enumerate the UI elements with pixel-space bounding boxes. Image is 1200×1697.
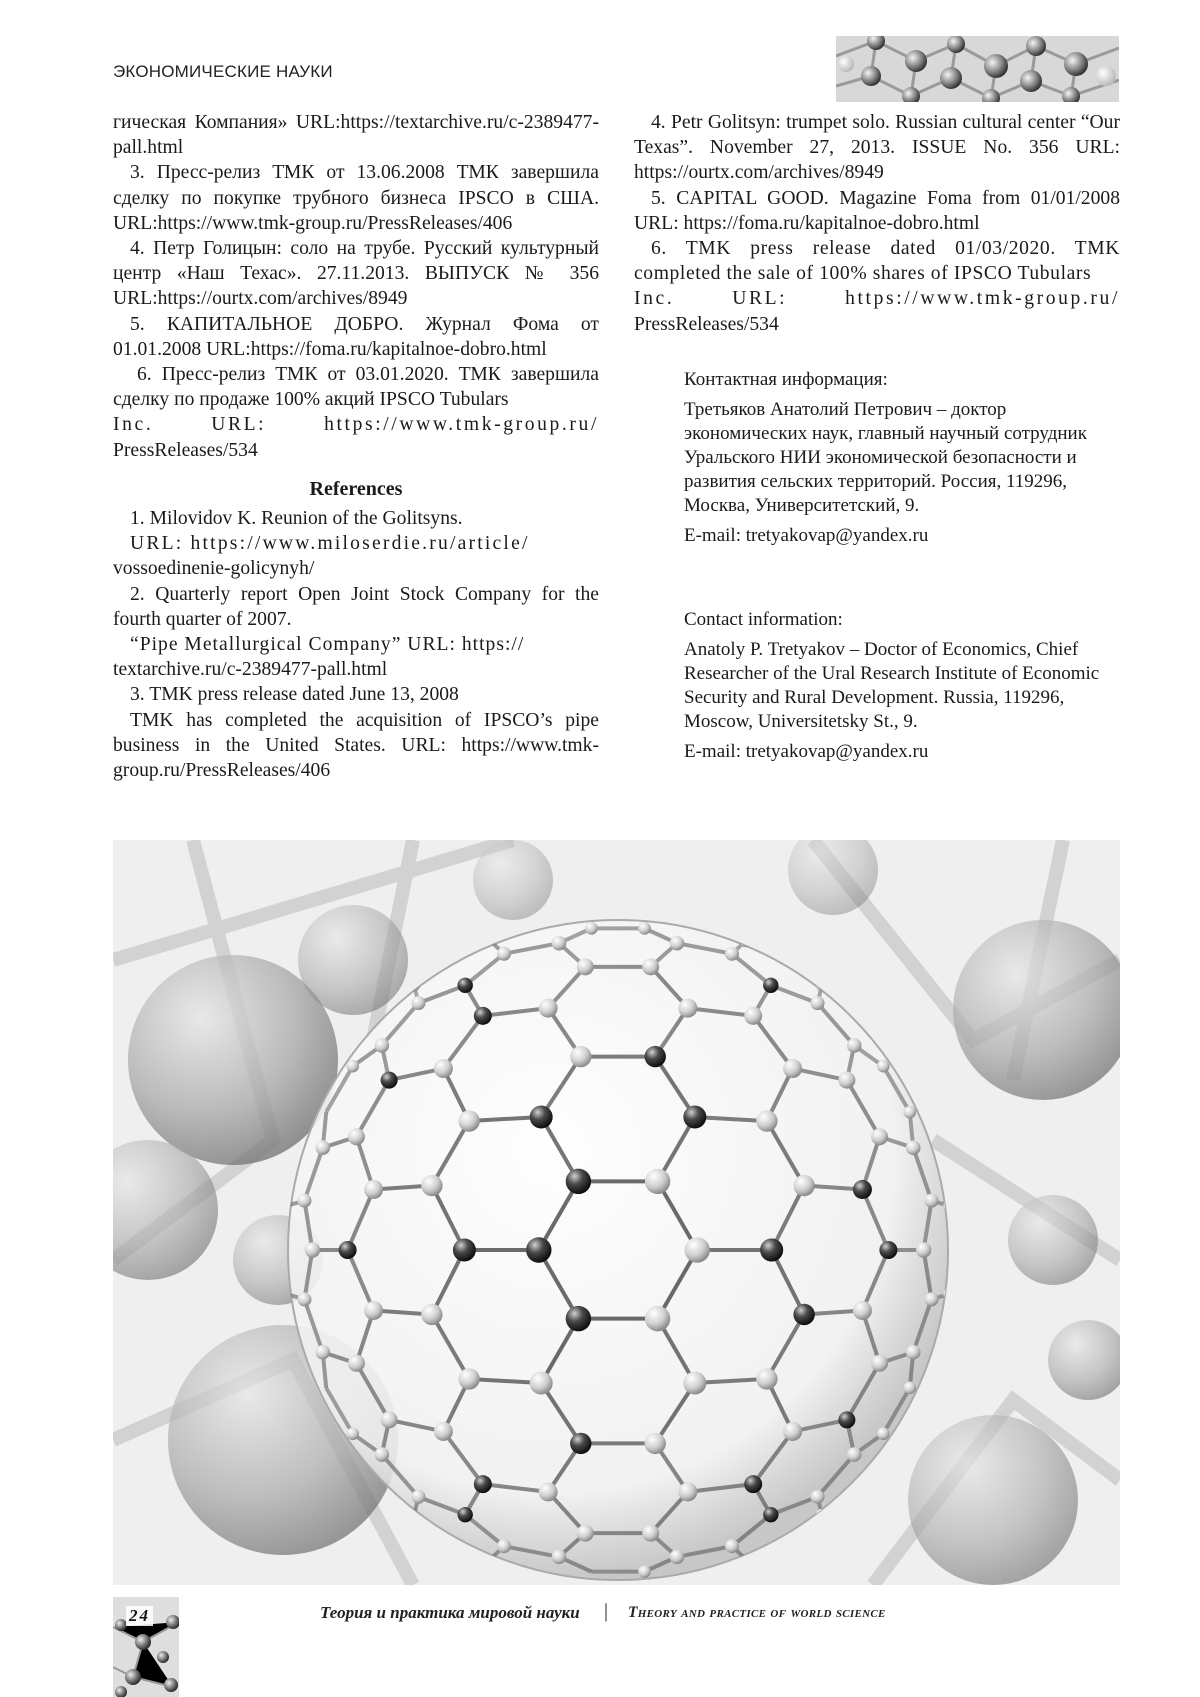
fullerene-atom [916, 1242, 931, 1257]
fullerene-atom [725, 1539, 739, 1553]
fullerene-atom [526, 1237, 551, 1262]
fullerene-atom [903, 1382, 916, 1395]
reference-item-ru-3: 3. Пресс-релиз ТМК от 13.06.2008 ТМК завершила сделку по покупке трубного бизнеса IPSCO в США. URL:https://www.tmk-group.ru/PressReleases/406 [113, 160, 599, 236]
fullerene-atom [421, 1175, 442, 1196]
fullerene-atom [566, 1306, 591, 1331]
fullerene-atom [577, 958, 594, 975]
fullerene-atom [638, 1565, 651, 1578]
fullerene-atom [670, 936, 685, 951]
fullerene-atom [847, 1447, 862, 1462]
contact-info-en [684, 608, 1120, 764]
fullerene-atom [838, 1411, 855, 1428]
left-column [113, 110, 599, 783]
fullerene-atom [453, 1239, 476, 1262]
fullerene-atom [642, 958, 659, 975]
fullerene-atom [539, 1482, 558, 1501]
molecule-banner-image [836, 36, 1119, 102]
fullerene-atom [683, 1105, 706, 1128]
footer-separator: | [604, 1600, 608, 1623]
fullerene-atom [375, 1447, 390, 1462]
fullerene-atom [838, 1072, 855, 1089]
fullerene-atom [756, 1368, 777, 1389]
fullerene-atom [411, 996, 425, 1010]
reference-en-2-company: “Pipe Metallurgical Company” URL: https:// [113, 632, 599, 657]
fullerene-atom [348, 1355, 365, 1372]
reference-en-3: 3. TMK press release dated June 13, 2008 [113, 682, 599, 707]
reference-en-3-body: TMK has completed the acquisition of IPSCO’s pipe business in the United States. URL: https://www.tmk-group.ru/PressReleases/406 [113, 708, 599, 784]
fullerene-atom [348, 1128, 365, 1145]
fullerene-atom [297, 1194, 311, 1208]
contact-email-en: E-mail: tretyakovap@yandex.ru [684, 740, 1120, 764]
fullerene-atom [375, 1038, 390, 1053]
fullerene-atom [853, 1301, 872, 1320]
fullerene-atom [847, 1038, 862, 1053]
fullerene-atom [645, 1433, 666, 1454]
fullerene-atom [381, 1072, 398, 1089]
page-number: 24 [126, 1606, 153, 1626]
fullerene-atom [530, 1372, 553, 1395]
fullerene-atom [305, 1242, 320, 1257]
reference-en-1-path: vossoedinenie-golicynyh/ [113, 556, 599, 581]
fullerene-atom [756, 1110, 777, 1131]
fullerene-atom [793, 1175, 814, 1196]
fullerene-atom [585, 922, 598, 935]
fullerene-atom [879, 1241, 897, 1259]
fullerene-atom [645, 1169, 670, 1194]
reference-en-5: 5. CAPITAL GOOD. Magazine Foma from 01/01/2008 URL: https://foma.ru/kapitalnoe-dobro.html [634, 186, 1120, 236]
fullerene-atom [685, 1237, 710, 1262]
fullerene-atom [744, 1475, 762, 1493]
fullerene-atom [315, 1140, 330, 1155]
fullerene-atom [364, 1301, 383, 1320]
fullerene-atom [346, 1060, 359, 1073]
fullerene-atom [763, 1507, 778, 1522]
fullerene-atom [877, 1427, 890, 1440]
fullerene-atom [458, 1110, 479, 1131]
right-column [634, 110, 1120, 337]
fullerene-atom [457, 978, 472, 993]
reference-en-6: 6. TMK press release dated 01/03/2020. TMK completed the sale of 100% shares of IPSCO Tubulars [634, 236, 1120, 286]
reference-en-1-url: URL: https://www.miloserdie.ru/article/ [113, 531, 599, 556]
contact-email-ru: E-mail: tretyakovap@yandex.ru [684, 524, 1120, 548]
fullerene-atom [570, 1046, 591, 1067]
fullerene-atom [871, 1355, 888, 1372]
fullerene-atom [315, 1345, 330, 1360]
fullerene-atom [552, 1550, 567, 1565]
fullerene-atom [458, 1368, 479, 1389]
fullerene-atom [539, 999, 558, 1018]
reference-en-1: 1. Milovidov K. Reunion of the Golitsyns. [113, 506, 599, 531]
fullerene-atom [474, 1007, 492, 1025]
fullerene-atom [670, 1550, 685, 1565]
fullerene-atom [474, 1475, 492, 1493]
fullerene-atom [297, 1292, 311, 1306]
fullerene-atom [793, 1304, 814, 1325]
fullerene-atom [725, 947, 739, 961]
fullerene-atom [906, 1140, 921, 1155]
fullerene-atom [925, 1194, 939, 1208]
reference-en-2: 2. Quarterly report Open Joint Stock Company for the fourth quarter of 2007. [113, 582, 599, 632]
fullerene-atom [853, 1180, 872, 1199]
fullerene-atom [434, 1422, 453, 1441]
fullerene-atom [434, 1059, 453, 1078]
fullerene-atom [683, 1372, 706, 1395]
fullerene-atom [421, 1304, 442, 1325]
fullerene-atom [552, 936, 567, 951]
reference-en-4: 4. Petr Golitsyn: trumpet solo. Russian cultural center “Our Texas”. November 27, 2013. ISSUE No. 356 URL: https://ourtx.com/archives/8949 [634, 110, 1120, 186]
reference-item-ru-5: 5. КАПИТАЛЬНОЕ ДОБРО. Журнал Фома от 01.01.2008 URL:https://foma.ru/kapitalnoe-dobro.html [113, 312, 599, 362]
fullerene-atom [645, 1306, 670, 1331]
fullerene-atom [642, 1525, 659, 1542]
contact-info-ru [684, 368, 1120, 548]
contact-heading-ru: Контактная информация: [684, 368, 1120, 392]
fullerene-atom [760, 1239, 783, 1262]
fullerene-atom [530, 1105, 553, 1128]
fullerene-atom [811, 996, 825, 1010]
section-header: ЭКОНОМИЧЕСКИЕ НАУКИ [113, 62, 333, 82]
references-heading: References [113, 477, 599, 502]
fullerene-atom [638, 922, 651, 935]
fullerene-atom [497, 1539, 511, 1553]
contact-heading-en: Contact information: [684, 608, 1120, 632]
fullerene-atom [744, 1007, 762, 1025]
reference-item-ru-6-path: PressReleases/534 [113, 438, 599, 463]
reference-continuation: гическая Компания» URL:https://textarchive.ru/c-2389477-pall.html [113, 110, 599, 160]
fullerene-atom [577, 1525, 594, 1542]
fullerene-atom [570, 1433, 591, 1454]
fullerene-atom [877, 1060, 890, 1073]
fullerene-atom [566, 1169, 591, 1194]
fullerene-atom [783, 1059, 802, 1078]
fullerene-atom [783, 1422, 802, 1441]
reference-en-2-path: textarchive.ru/c-2389477-pall.html [113, 657, 599, 682]
fullerene-atom [925, 1292, 939, 1306]
reference-item-ru-4: 4. Петр Голицын: соло на трубе. Русский культурный центр «Наш Техас». 27.11.2013. ВЫПУСК № 356 URL:https://ourtx.com/archives/8949 [113, 236, 599, 312]
fullerene-atom [645, 1046, 666, 1067]
contact-body-ru: Третьяков Анатолий Петрович – доктор экономических наук, главный научный сотрудник Уральского НИИ экономической безопасности и развития сельских территорий. Россия, 119296, Москва, Университетский, 9. [684, 398, 1120, 518]
fullerene-atom [346, 1427, 359, 1440]
fullerene-atom [811, 1490, 825, 1504]
fullerene-molecule-illustration [113, 840, 1120, 1585]
reference-item-ru-6: 6. Пресс-релиз ТМК от 03.01.2020. ТМК завершила сделку по продаже 100% акций IPSCO Tubulars [113, 362, 599, 412]
fullerene-atom [381, 1411, 398, 1428]
contact-body-en: Anatoly P. Tretyakov – Doctor of Economics, Chief Researcher of the Ural Research Institute of Economic Security and Rural Development. Russia, 119296, Moscow, Universitetsky St., 9. [684, 638, 1120, 734]
fullerene-atom [678, 999, 697, 1018]
fullerene-atom [497, 947, 511, 961]
fullerene-atom [871, 1128, 888, 1145]
reference-en-6-path: PressReleases/534 [634, 312, 1120, 337]
fullerene-atom [903, 1106, 916, 1119]
fullerene-atom [457, 1507, 472, 1522]
fullerene-atom [339, 1241, 357, 1259]
fullerene-atom [678, 1482, 697, 1501]
fullerene-atom [364, 1180, 383, 1199]
fullerene-atom [763, 978, 778, 993]
fullerene-atom [411, 1490, 425, 1504]
fullerene-atom [906, 1345, 921, 1360]
journal-title-ru: Теория и практика мировой науки [320, 1603, 580, 1623]
reference-item-ru-6-url: Inc. URL: https://www.tmk-group.ru/ [113, 412, 599, 437]
journal-title-en: Theory and practice of world science [628, 1604, 886, 1622]
reference-en-6-url: Inc. URL: https://www.tmk-group.ru/ [634, 286, 1120, 311]
